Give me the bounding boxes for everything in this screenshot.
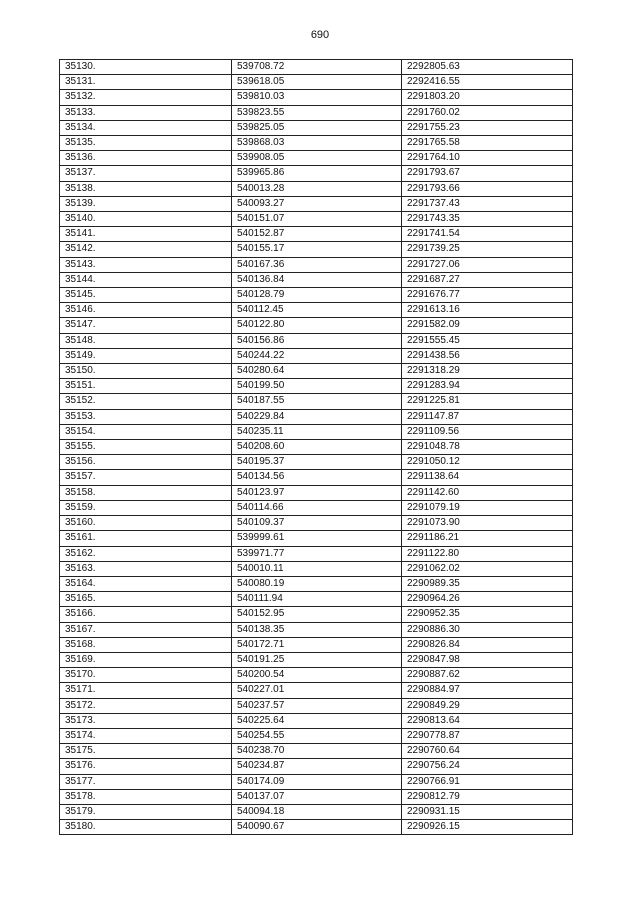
y-coordinate-cell: 2291676.77 (402, 288, 573, 303)
y-coordinate-cell: 2290813.64 (402, 713, 573, 728)
y-coordinate-cell: 2291582.09 (402, 318, 573, 333)
y-coordinate-cell: 2291793.66 (402, 181, 573, 196)
table-row (60, 820, 573, 835)
table-row (60, 318, 573, 333)
y-coordinate-cell: 2291186.21 (402, 531, 573, 546)
y-coordinate-cell: 2291048.78 (402, 440, 573, 455)
x-coordinate-cell: 540167.36 (232, 257, 402, 272)
y-coordinate-cell: 2291050.12 (402, 455, 573, 470)
table-row (60, 668, 573, 683)
x-coordinate-cell: 539823.55 (232, 105, 402, 120)
point-number-cell: 35145. (60, 288, 232, 303)
table-row (60, 698, 573, 713)
table-row (60, 531, 573, 546)
table-row (60, 212, 573, 227)
table-row (60, 516, 573, 531)
point-number-cell: 35155. (60, 440, 232, 455)
y-coordinate-cell: 2291079.19 (402, 500, 573, 515)
x-coordinate-cell: 540227.01 (232, 683, 402, 698)
point-number-cell: 35162. (60, 546, 232, 561)
y-coordinate-cell: 2292416.55 (402, 75, 573, 90)
y-coordinate-cell: 2291555.45 (402, 333, 573, 348)
table-row (60, 166, 573, 181)
point-number-cell: 35156. (60, 455, 232, 470)
point-number-cell: 35179. (60, 804, 232, 819)
y-coordinate-cell: 2291755.23 (402, 120, 573, 135)
y-coordinate-cell: 2291225.81 (402, 394, 573, 409)
x-coordinate-cell: 540195.37 (232, 455, 402, 470)
y-coordinate-cell: 2291737.43 (402, 196, 573, 211)
point-number-cell: 35138. (60, 181, 232, 196)
table-row (60, 181, 573, 196)
table-row (60, 409, 573, 424)
x-coordinate-cell: 540109.37 (232, 516, 402, 531)
point-number-cell: 35152. (60, 394, 232, 409)
table-row (60, 288, 573, 303)
table-row (60, 440, 573, 455)
table-row (60, 485, 573, 500)
point-number-cell: 35142. (60, 242, 232, 257)
x-coordinate-cell: 540237.57 (232, 698, 402, 713)
point-number-cell: 35168. (60, 637, 232, 652)
x-coordinate-cell: 540010.11 (232, 561, 402, 576)
point-number-cell: 35144. (60, 272, 232, 287)
point-number-cell: 35147. (60, 318, 232, 333)
y-coordinate-cell: 2292805.63 (402, 60, 573, 75)
y-coordinate-cell: 2291727.06 (402, 257, 573, 272)
x-coordinate-cell: 540155.17 (232, 242, 402, 257)
table-row (60, 607, 573, 622)
point-number-cell: 35170. (60, 668, 232, 683)
y-coordinate-cell: 2291438.56 (402, 348, 573, 363)
point-number-cell: 35130. (60, 60, 232, 75)
point-number-cell: 35133. (60, 105, 232, 120)
table-row (60, 227, 573, 242)
x-coordinate-cell: 540191.25 (232, 652, 402, 667)
point-number-cell: 35153. (60, 409, 232, 424)
x-coordinate-cell: 540208.60 (232, 440, 402, 455)
table-row (60, 759, 573, 774)
point-number-cell: 35159. (60, 500, 232, 515)
x-coordinate-cell: 540122.80 (232, 318, 402, 333)
point-number-cell: 35176. (60, 759, 232, 774)
y-coordinate-cell: 2290886.30 (402, 622, 573, 637)
point-number-cell: 35148. (60, 333, 232, 348)
point-number-cell: 35172. (60, 698, 232, 713)
y-coordinate-cell: 2291062.02 (402, 561, 573, 576)
x-coordinate-cell: 540234.87 (232, 759, 402, 774)
point-number-cell: 35154. (60, 424, 232, 439)
x-coordinate-cell: 540013.28 (232, 181, 402, 196)
y-coordinate-cell: 2290812.79 (402, 789, 573, 804)
x-coordinate-cell: 540225.64 (232, 713, 402, 728)
x-coordinate-cell: 540172.71 (232, 637, 402, 652)
table-row (60, 455, 573, 470)
table-row (60, 744, 573, 759)
y-coordinate-cell: 2290931.15 (402, 804, 573, 819)
point-number-cell: 35169. (60, 652, 232, 667)
y-coordinate-cell: 2290952.35 (402, 607, 573, 622)
y-coordinate-cell: 2290964.26 (402, 592, 573, 607)
point-number-cell: 35178. (60, 789, 232, 804)
y-coordinate-cell: 2290760.64 (402, 744, 573, 759)
x-coordinate-cell: 539965.86 (232, 166, 402, 181)
y-coordinate-cell: 2291741.54 (402, 227, 573, 242)
point-number-cell: 35151. (60, 379, 232, 394)
y-coordinate-cell: 2290756.24 (402, 759, 573, 774)
point-number-cell: 35141. (60, 227, 232, 242)
x-coordinate-cell: 539810.03 (232, 90, 402, 105)
x-coordinate-cell: 540111.94 (232, 592, 402, 607)
table-row (60, 789, 573, 804)
table-row (60, 500, 573, 515)
x-coordinate-cell: 540080.19 (232, 576, 402, 591)
point-number-cell: 35174. (60, 728, 232, 743)
y-coordinate-cell: 2291122.80 (402, 546, 573, 561)
x-coordinate-cell: 540112.45 (232, 303, 402, 318)
point-number-cell: 35136. (60, 151, 232, 166)
y-coordinate-cell: 2291739.25 (402, 242, 573, 257)
point-number-cell: 35177. (60, 774, 232, 789)
x-coordinate-cell: 539971.77 (232, 546, 402, 561)
table-row (60, 683, 573, 698)
y-coordinate-cell: 2291318.29 (402, 364, 573, 379)
x-coordinate-cell: 540280.64 (232, 364, 402, 379)
x-coordinate-cell: 539999.61 (232, 531, 402, 546)
y-coordinate-cell: 2291793.67 (402, 166, 573, 181)
y-coordinate-cell: 2290778.87 (402, 728, 573, 743)
y-coordinate-cell: 2291764.10 (402, 151, 573, 166)
y-coordinate-cell: 2291138.64 (402, 470, 573, 485)
x-coordinate-cell: 540200.54 (232, 668, 402, 683)
coordinates-table-body (60, 60, 573, 835)
point-number-cell: 35131. (60, 75, 232, 90)
table-row (60, 470, 573, 485)
y-coordinate-cell: 2290826.84 (402, 637, 573, 652)
table-row (60, 713, 573, 728)
x-coordinate-cell: 540152.95 (232, 607, 402, 622)
point-number-cell: 35158. (60, 485, 232, 500)
table-row (60, 105, 573, 120)
x-coordinate-cell: 539908.05 (232, 151, 402, 166)
table-row (60, 637, 573, 652)
point-number-cell: 35164. (60, 576, 232, 591)
x-coordinate-cell: 540134.56 (232, 470, 402, 485)
x-coordinate-cell: 540090.67 (232, 820, 402, 835)
y-coordinate-cell: 2290884.97 (402, 683, 573, 698)
x-coordinate-cell: 540199.50 (232, 379, 402, 394)
table-row (60, 728, 573, 743)
x-coordinate-cell: 540238.70 (232, 744, 402, 759)
table-row (60, 546, 573, 561)
x-coordinate-cell: 540151.07 (232, 212, 402, 227)
x-coordinate-cell: 540152.87 (232, 227, 402, 242)
table-row (60, 348, 573, 363)
x-coordinate-cell: 539868.03 (232, 136, 402, 151)
point-number-cell: 35173. (60, 713, 232, 728)
table-row (60, 592, 573, 607)
table-row (60, 333, 573, 348)
point-number-cell: 35180. (60, 820, 232, 835)
table-row (60, 257, 573, 272)
point-number-cell: 35171. (60, 683, 232, 698)
y-coordinate-cell: 2291687.27 (402, 272, 573, 287)
y-coordinate-cell: 2291743.35 (402, 212, 573, 227)
y-coordinate-cell: 2291147.87 (402, 409, 573, 424)
point-number-cell: 35161. (60, 531, 232, 546)
y-coordinate-cell: 2290849.29 (402, 698, 573, 713)
point-number-cell: 35166. (60, 607, 232, 622)
x-coordinate-cell: 540174.09 (232, 774, 402, 789)
table-row (60, 804, 573, 819)
table-row (60, 576, 573, 591)
point-number-cell: 35163. (60, 561, 232, 576)
x-coordinate-cell: 540123.97 (232, 485, 402, 500)
point-number-cell: 35150. (60, 364, 232, 379)
y-coordinate-cell: 2291109.56 (402, 424, 573, 439)
table-row (60, 394, 573, 409)
page-number: 690 (310, 29, 330, 41)
x-coordinate-cell: 539708.72 (232, 60, 402, 75)
table-row (60, 196, 573, 211)
x-coordinate-cell: 540093.27 (232, 196, 402, 211)
table-row (60, 561, 573, 576)
x-coordinate-cell: 540254.55 (232, 728, 402, 743)
y-coordinate-cell: 2291283.94 (402, 379, 573, 394)
table-row (60, 379, 573, 394)
x-coordinate-cell: 540235.11 (232, 424, 402, 439)
y-coordinate-cell: 2291613.16 (402, 303, 573, 318)
table-row (60, 272, 573, 287)
point-number-cell: 35167. (60, 622, 232, 637)
point-number-cell: 35160. (60, 516, 232, 531)
point-number-cell: 35149. (60, 348, 232, 363)
x-coordinate-cell: 540136.84 (232, 272, 402, 287)
point-number-cell: 35143. (60, 257, 232, 272)
x-coordinate-cell: 540114.66 (232, 500, 402, 515)
point-number-cell: 35140. (60, 212, 232, 227)
table-row (60, 120, 573, 135)
y-coordinate-cell: 2291073.90 (402, 516, 573, 531)
point-number-cell: 35165. (60, 592, 232, 607)
point-number-cell: 35146. (60, 303, 232, 318)
table-row (60, 774, 573, 789)
x-coordinate-cell: 539618.05 (232, 75, 402, 90)
table-row (60, 242, 573, 257)
table-row (60, 75, 573, 90)
table-row (60, 364, 573, 379)
table-row (60, 136, 573, 151)
table-row (60, 424, 573, 439)
table-row (60, 652, 573, 667)
y-coordinate-cell: 2290926.15 (402, 820, 573, 835)
x-coordinate-cell: 540137.07 (232, 789, 402, 804)
y-coordinate-cell: 2290887.62 (402, 668, 573, 683)
y-coordinate-cell: 2290766.91 (402, 774, 573, 789)
table-row (60, 60, 573, 75)
point-number-cell: 35135. (60, 136, 232, 151)
x-coordinate-cell: 540244.22 (232, 348, 402, 363)
x-coordinate-cell: 540187.55 (232, 394, 402, 409)
table-row (60, 90, 573, 105)
y-coordinate-cell: 2291760.02 (402, 105, 573, 120)
y-coordinate-cell: 2291765.58 (402, 136, 573, 151)
x-coordinate-cell: 540229.84 (232, 409, 402, 424)
point-number-cell: 35139. (60, 196, 232, 211)
point-number-cell: 35132. (60, 90, 232, 105)
table-row (60, 151, 573, 166)
point-number-cell: 35134. (60, 120, 232, 135)
point-number-cell: 35157. (60, 470, 232, 485)
x-coordinate-cell: 540138.35 (232, 622, 402, 637)
x-coordinate-cell: 539825.05 (232, 120, 402, 135)
table-row (60, 303, 573, 318)
y-coordinate-cell: 2291142.60 (402, 485, 573, 500)
y-coordinate-cell: 2290847.98 (402, 652, 573, 667)
point-number-cell: 35175. (60, 744, 232, 759)
point-number-cell: 35137. (60, 166, 232, 181)
x-coordinate-cell: 540094.18 (232, 804, 402, 819)
table-row (60, 622, 573, 637)
coordinates-table (59, 59, 573, 835)
y-coordinate-cell: 2291803.20 (402, 90, 573, 105)
y-coordinate-cell: 2290989.35 (402, 576, 573, 591)
x-coordinate-cell: 540128.79 (232, 288, 402, 303)
x-coordinate-cell: 540156.86 (232, 333, 402, 348)
